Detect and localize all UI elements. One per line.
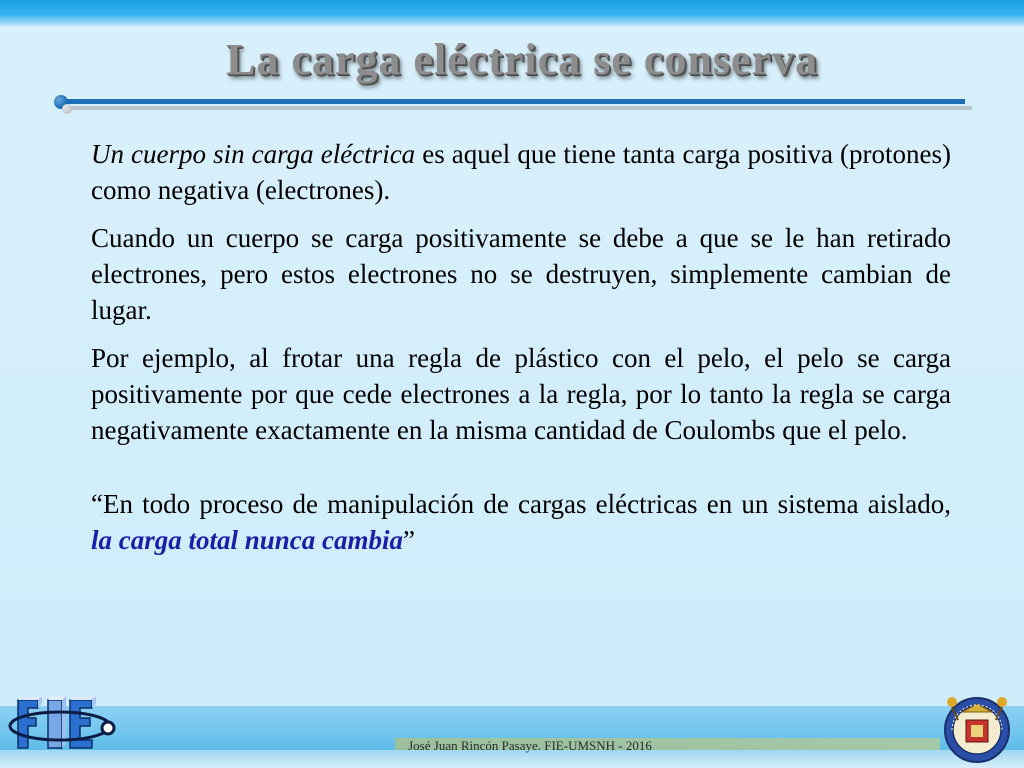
quote-emphasis: la carga total nunca cambia — [91, 525, 404, 555]
quote-close: ” — [403, 525, 416, 555]
fie-logo-icon — [8, 690, 116, 756]
definition-italic-lead: Un cuerpo sin carga eléctrica — [91, 139, 416, 169]
underline-shadow-bullet-icon — [62, 104, 72, 114]
slide-title: La carga eléctrica se conserva — [226, 35, 818, 84]
paragraph-definition — [91, 136, 951, 208]
footer-author: José Juan Rincón Pasaye. FIE-UMSNH - 2016 — [408, 738, 652, 753]
university-seal-icon — [938, 690, 1016, 764]
conservation-quote — [91, 486, 951, 558]
paragraph-positive-charge: Cuando un cuerpo se carga positivamente se debe a que se le han retirado electrones, pero estos electrones no se destruyen, simplemente cambian de lugar. — [91, 223, 951, 325]
quote-lead: “En todo proceso de manipulación de cargas eléctricas en un sistema aislado, — [91, 489, 951, 519]
title-underline-gray — [66, 106, 972, 110]
paragraph-example: Por ejemplo, al frotar una regla de plástico con el pelo, el pelo se carga positivamente por que cede electrones a la regla, por lo tanto la regla se carga negativamente exactamente en la misma cantidad de Coulombs que el pelo. — [91, 343, 951, 445]
top-band — [0, 0, 1024, 26]
slide-body — [91, 136, 951, 570]
definition-rest: es aquel que tiene tanta carga positiva (protones) como negativa (electrones). — [91, 139, 952, 205]
title-underline-blue — [60, 99, 965, 104]
